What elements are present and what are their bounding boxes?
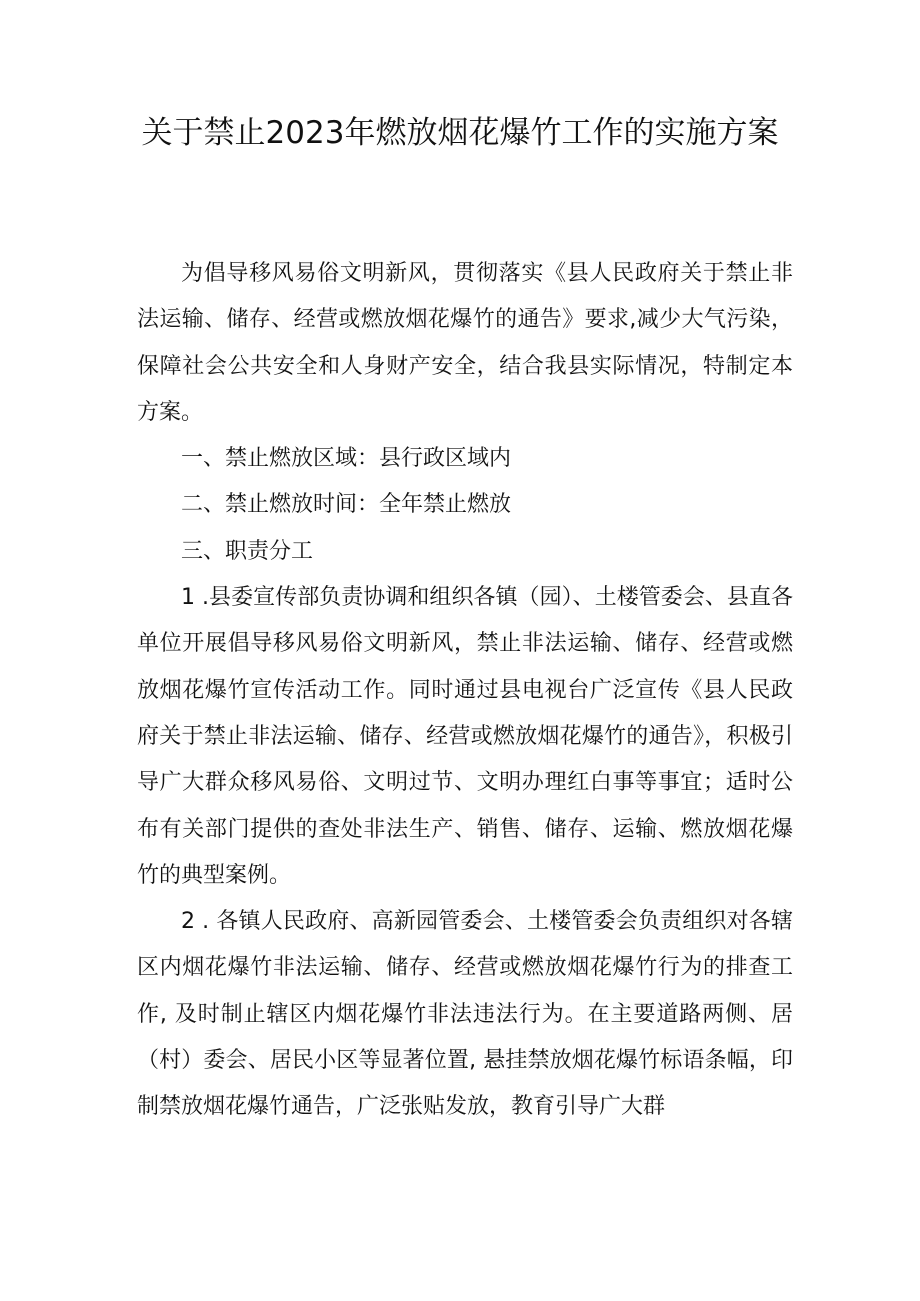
paragraph-duty-2: 2 . 各镇人民政府、高新园管委会、土楼管委会负责组织对各辖区内烟花爆竹非法运输、储存、经营或燃放烟花爆竹行为的排查工作, 及时制止辖区内烟花爆竹非法违法行为。在主要道路两侧、居（村）委会、居民小区等显著位置, 悬挂禁放烟花爆竹标语条幅，印制禁放烟花爆竹通告，广泛张贴发放，教育引导广大群 — [137, 909, 793, 1120]
document-title: 关于禁止2023年燃放烟花爆竹工作的实施方案 — [141, 115, 779, 151]
document-body — [137, 251, 793, 1131]
paragraph-section-3-heading: 三、职责分工 — [181, 538, 314, 564]
paragraph-section-2: 二、禁止燃放时间：全年禁止燃放 — [181, 492, 512, 518]
paragraph-section-1: 一、禁止燃放区域：县行政区域内 — [181, 446, 512, 472]
paragraph-intro: 为倡导移风易俗文明新风，贯彻落实《县人民政府关于禁止非法运输、储存、经营或燃放烟花爆竹的通告》要求,减少大气污染，保障社会公共安全和人身财产安全，结合我县实际情况，特制定本方案。 — [137, 261, 793, 425]
paragraph-duty-1: 1 .县委宣传部负责协调和组织各镇（园）、土楼管委会、县直各单位开展倡导移风易俗文明新风，禁止非法运输、储存、经营或燃放烟花爆竹宣传活动工作。同时通过县电视台广泛宣传《县人民政府关于禁止非法运输、储存、经营或燃放烟花爆竹的通告》，积极引导广大群众移风易俗、文明过节、文明办理红白事等事宜；适时公布有关部门提供的查处非法生产、销售、储存、运输、燃放烟花爆竹的典型案例。 — [137, 585, 793, 888]
